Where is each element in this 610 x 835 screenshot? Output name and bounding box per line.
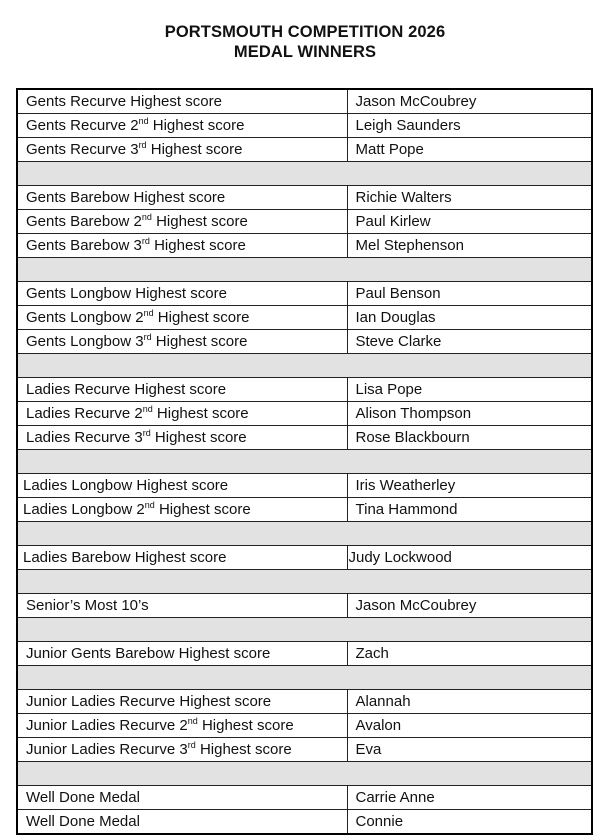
winner-name: Mel Stephenson (355, 236, 464, 254)
winner-cell (347, 690, 592, 714)
category-text: Junior Ladies Recurve Highest score (26, 692, 272, 710)
category-cell (17, 690, 347, 714)
table-row (17, 234, 592, 258)
document-title (0, 22, 610, 62)
spacer-row (17, 522, 592, 546)
table-row (17, 89, 592, 114)
table-row (17, 714, 592, 738)
winner-cell (347, 546, 592, 570)
table-row (17, 498, 592, 522)
table-row (17, 810, 592, 835)
spacer-row (17, 354, 592, 378)
category-text-rest: Highest score (150, 428, 247, 446)
category-text: Gents Longbow Highest score (26, 284, 227, 302)
spacer-cell (17, 522, 592, 546)
category-cell (17, 810, 347, 835)
table-row (17, 738, 592, 762)
category-cell (17, 114, 347, 138)
category-text-rest: Highest score (153, 308, 250, 326)
category-text-rest: Highest score (149, 236, 246, 254)
category-text: Ladies Longbow Highest score (23, 476, 229, 494)
category-text-rest: Highest score (152, 404, 249, 422)
table-row (17, 690, 592, 714)
spacer-row (17, 618, 592, 642)
category-cell (17, 89, 347, 114)
table-row (17, 786, 592, 810)
spacer-cell (17, 354, 592, 378)
winner-cell (347, 738, 592, 762)
winner-name: Lisa Pope (355, 380, 423, 398)
category-text: Gents Barebow 3 (26, 236, 142, 254)
category-cell (17, 282, 347, 306)
winner-cell (347, 378, 592, 402)
spacer-row (17, 162, 592, 186)
table-row (17, 546, 592, 570)
category-text: Ladies Recurve 3 (26, 428, 143, 446)
winner-name: Avalon (355, 716, 402, 734)
winner-name: Alannah (355, 692, 411, 710)
winner-name: Tina Hammond (355, 500, 458, 518)
winner-cell (347, 498, 592, 522)
winner-name: Eva (355, 740, 382, 758)
table-row (17, 210, 592, 234)
category-text: Ladies Barebow Highest score (23, 548, 227, 566)
category-cell (17, 642, 347, 666)
medal-winners-table (16, 88, 593, 835)
title-line-2: MEDAL WINNERS (233, 43, 377, 61)
winner-cell (347, 282, 592, 306)
winner-name: Zach (355, 644, 389, 662)
category-cell (17, 474, 347, 498)
category-text: Junior Ladies Recurve 3 (26, 740, 188, 758)
title-line-1: PORTSMOUTH COMPETITION 2026 (164, 23, 446, 41)
winner-name: Connie (355, 812, 404, 830)
spacer-cell (17, 618, 592, 642)
category-text-rest: Highest score (195, 740, 292, 758)
winner-cell (347, 114, 592, 138)
category-text-rest: Highest score (197, 716, 294, 734)
category-cell (17, 546, 347, 570)
winner-cell (347, 210, 592, 234)
category-text: Gents Barebow 2 (26, 212, 142, 230)
category-cell (17, 402, 347, 426)
winner-cell (347, 594, 592, 618)
category-text: Well Done Medal (26, 812, 140, 830)
winner-cell (347, 786, 592, 810)
spacer-row (17, 762, 592, 786)
table-row (17, 594, 592, 618)
category-cell (17, 738, 347, 762)
winner-cell (347, 89, 592, 114)
winner-cell (347, 138, 592, 162)
winner-name: Steve Clarke (355, 332, 442, 350)
table-row (17, 378, 592, 402)
winner-name: Ian Douglas (355, 308, 436, 326)
winner-name: Iris Weatherley (355, 476, 456, 494)
winner-cell (347, 234, 592, 258)
category-cell (17, 786, 347, 810)
spacer-row (17, 450, 592, 474)
winner-name: Richie Walters (355, 188, 452, 206)
ordinal-suffix: rd (142, 427, 151, 438)
winner-name: Judy Lockwood (348, 548, 452, 566)
table-row (17, 306, 592, 330)
category-cell (17, 330, 347, 354)
ordinal-suffix: nd (141, 211, 152, 222)
ordinal-suffix: rd (143, 331, 152, 342)
ordinal-suffix: nd (143, 307, 154, 318)
ordinal-suffix: nd (138, 115, 149, 126)
winner-cell (347, 402, 592, 426)
category-text: Gents Longbow 3 (26, 332, 144, 350)
winner-name: Jason McCoubrey (355, 92, 477, 110)
spacer-cell (17, 666, 592, 690)
winner-cell (347, 306, 592, 330)
category-text: Junior Gents Barebow Highest score (26, 644, 271, 662)
category-cell (17, 186, 347, 210)
category-text: Ladies Recurve 2 (26, 404, 143, 422)
category-cell (17, 378, 347, 402)
ordinal-suffix: nd (142, 403, 153, 414)
spacer-cell (17, 162, 592, 186)
spacer-cell (17, 570, 592, 594)
medal-table-body (17, 89, 592, 834)
winner-name: Carrie Anne (355, 788, 435, 806)
category-text-rest: Highest score (146, 140, 243, 158)
category-text: Gents Barebow Highest score (26, 188, 226, 206)
category-cell (17, 234, 347, 258)
ordinal-suffix: rd (187, 739, 196, 750)
winner-name: Rose Blackbourn (355, 428, 470, 446)
winner-name: Paul Kirlew (355, 212, 431, 230)
winner-cell (347, 714, 592, 738)
category-text: Ladies Longbow 2 (23, 500, 145, 518)
category-cell (17, 138, 347, 162)
category-text: Gents Longbow 2 (26, 308, 144, 326)
category-text: Gents Recurve 3 (26, 140, 139, 158)
spacer-cell (17, 450, 592, 474)
table-row (17, 474, 592, 498)
category-text: Gents Recurve Highest score (26, 92, 222, 110)
winner-name: Matt Pope (355, 140, 424, 158)
spacer-row (17, 666, 592, 690)
category-text-rest: Highest score (154, 500, 251, 518)
ordinal-suffix: nd (144, 499, 155, 510)
category-cell (17, 210, 347, 234)
category-cell (17, 498, 347, 522)
table-row (17, 426, 592, 450)
table-row (17, 282, 592, 306)
category-text: Senior’s Most 10’s (26, 596, 149, 614)
table-row (17, 138, 592, 162)
table-row (17, 114, 592, 138)
category-text: Gents Recurve 2 (26, 116, 139, 134)
category-cell (17, 426, 347, 450)
spacer-row (17, 258, 592, 282)
category-cell (17, 594, 347, 618)
spacer-cell (17, 762, 592, 786)
category-text-rest: Highest score (151, 212, 248, 230)
winner-cell (347, 426, 592, 450)
winner-cell (347, 474, 592, 498)
winner-name: Jason McCoubrey (355, 596, 477, 614)
table-row (17, 186, 592, 210)
category-text: Ladies Recurve Highest score (26, 380, 227, 398)
table-row (17, 642, 592, 666)
spacer-cell (17, 258, 592, 282)
winner-cell (347, 642, 592, 666)
winner-name: Alison Thompson (355, 404, 472, 422)
ordinal-suffix: rd (138, 139, 147, 150)
spacer-row (17, 570, 592, 594)
category-cell (17, 714, 347, 738)
winner-cell (347, 810, 592, 835)
ordinal-suffix: rd (141, 235, 150, 246)
category-text: Well Done Medal (26, 788, 140, 806)
table-row (17, 330, 592, 354)
category-text-rest: Highest score (151, 332, 248, 350)
category-cell (17, 306, 347, 330)
winner-name: Leigh Saunders (355, 116, 461, 134)
winner-cell (347, 330, 592, 354)
winner-name: Paul Benson (355, 284, 441, 302)
category-text: Junior Ladies Recurve 2 (26, 716, 188, 734)
table-row (17, 402, 592, 426)
category-text-rest: Highest score (148, 116, 245, 134)
winner-cell (347, 186, 592, 210)
ordinal-suffix: nd (187, 715, 198, 726)
